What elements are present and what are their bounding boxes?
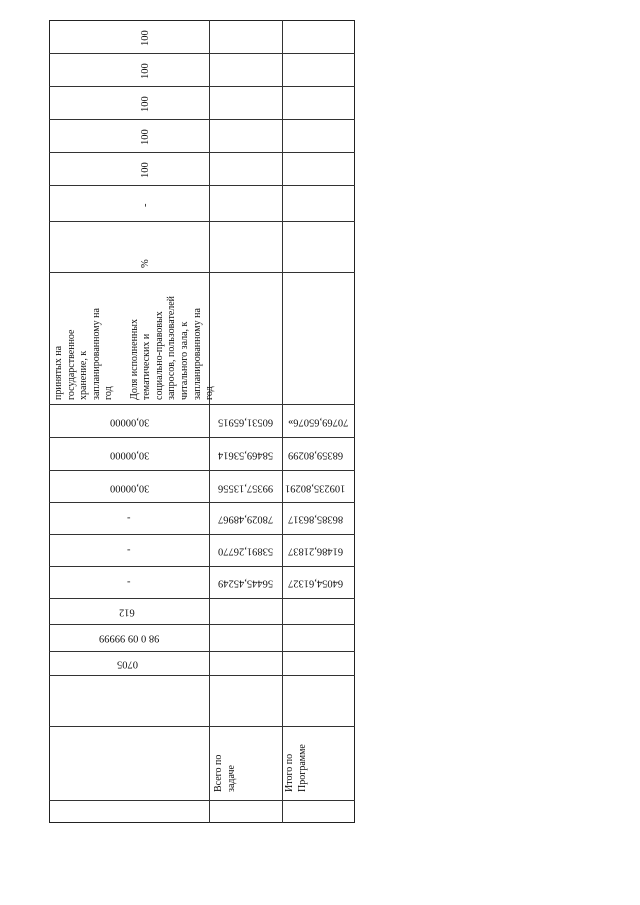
share-value: 30,00000	[110, 449, 150, 461]
header-line	[116, 296, 129, 400]
column-divider-2	[282, 20, 283, 823]
sum-value: 78029,48967	[218, 513, 274, 525]
sum-value: 58469,53614	[218, 449, 274, 461]
value-cell: 100	[140, 63, 151, 79]
header-line: год	[204, 386, 216, 400]
value-cell: 100	[140, 30, 151, 46]
row-divider	[49, 221, 355, 222]
share-value: 30,00000	[110, 482, 150, 494]
header-line: Доля исполненных	[128, 319, 140, 400]
header-line: год	[103, 386, 115, 400]
share-value: -	[127, 512, 131, 524]
row-divider	[49, 598, 355, 599]
header-line: хранение, к	[78, 350, 90, 400]
total-task-label	[213, 755, 238, 792]
header-line: тематических и	[141, 333, 153, 400]
row-divider	[49, 502, 355, 503]
row-divider	[49, 726, 355, 727]
row-divider	[49, 675, 355, 676]
row-divider	[49, 437, 355, 438]
share-value: -	[127, 576, 131, 588]
row-divider	[49, 651, 355, 652]
value-cell: 100	[140, 129, 151, 145]
row-divider	[49, 119, 355, 120]
row-divider	[49, 185, 355, 186]
row-divider	[49, 53, 355, 54]
indicator-header	[53, 296, 217, 400]
row-divider	[49, 624, 355, 625]
header-line: государственное	[65, 329, 77, 400]
sum-value: 99357,13556	[218, 482, 274, 494]
sum-value: 53891,26770	[218, 545, 274, 557]
row-divider	[49, 86, 355, 87]
header-line: социально-правовых	[153, 311, 165, 400]
target-article-code: 98 0 09 99999	[99, 632, 160, 644]
total-task-line: задаче	[225, 765, 237, 792]
sum-value: 56445,45249	[218, 577, 274, 589]
header-line: запросов, пользователей	[166, 295, 178, 400]
unit-cell: %	[140, 259, 151, 268]
sum-value: 68359,80299	[288, 449, 344, 461]
header-line: принятых на	[53, 345, 64, 400]
total-program-label	[284, 744, 309, 792]
total-task-line: Всего по	[213, 754, 224, 792]
sum-value: 61486,21837	[288, 545, 344, 557]
total-program-line: Итого по	[284, 753, 295, 792]
value-cell: 100	[140, 96, 151, 112]
sum-value: 86385,86317	[288, 513, 344, 525]
share-value: 30,00000	[110, 416, 150, 428]
row-divider	[49, 404, 355, 405]
row-divider	[49, 534, 355, 535]
value-cell: -	[140, 203, 151, 207]
section-code: 0705	[117, 658, 138, 670]
expense-type-code: 612	[119, 606, 135, 618]
sum-value: 70769,65076»	[288, 416, 349, 428]
header-line: запланированному на	[191, 308, 203, 400]
total-program-line: Программе	[296, 744, 308, 792]
share-value: -	[127, 544, 131, 556]
header-line: запланированному на	[90, 308, 102, 400]
value-cell: 100	[140, 162, 151, 178]
row-divider	[49, 152, 355, 153]
row-divider	[49, 470, 355, 471]
sum-value: 60531,65915	[218, 416, 274, 428]
sum-value: 109235,80291	[285, 482, 346, 494]
sum-value: 64054,61327	[288, 577, 344, 589]
column-divider-1	[209, 20, 210, 823]
row-divider	[49, 800, 355, 801]
header-line: читального зала, к	[178, 321, 190, 400]
row-divider	[49, 566, 355, 567]
row-divider	[49, 272, 355, 273]
